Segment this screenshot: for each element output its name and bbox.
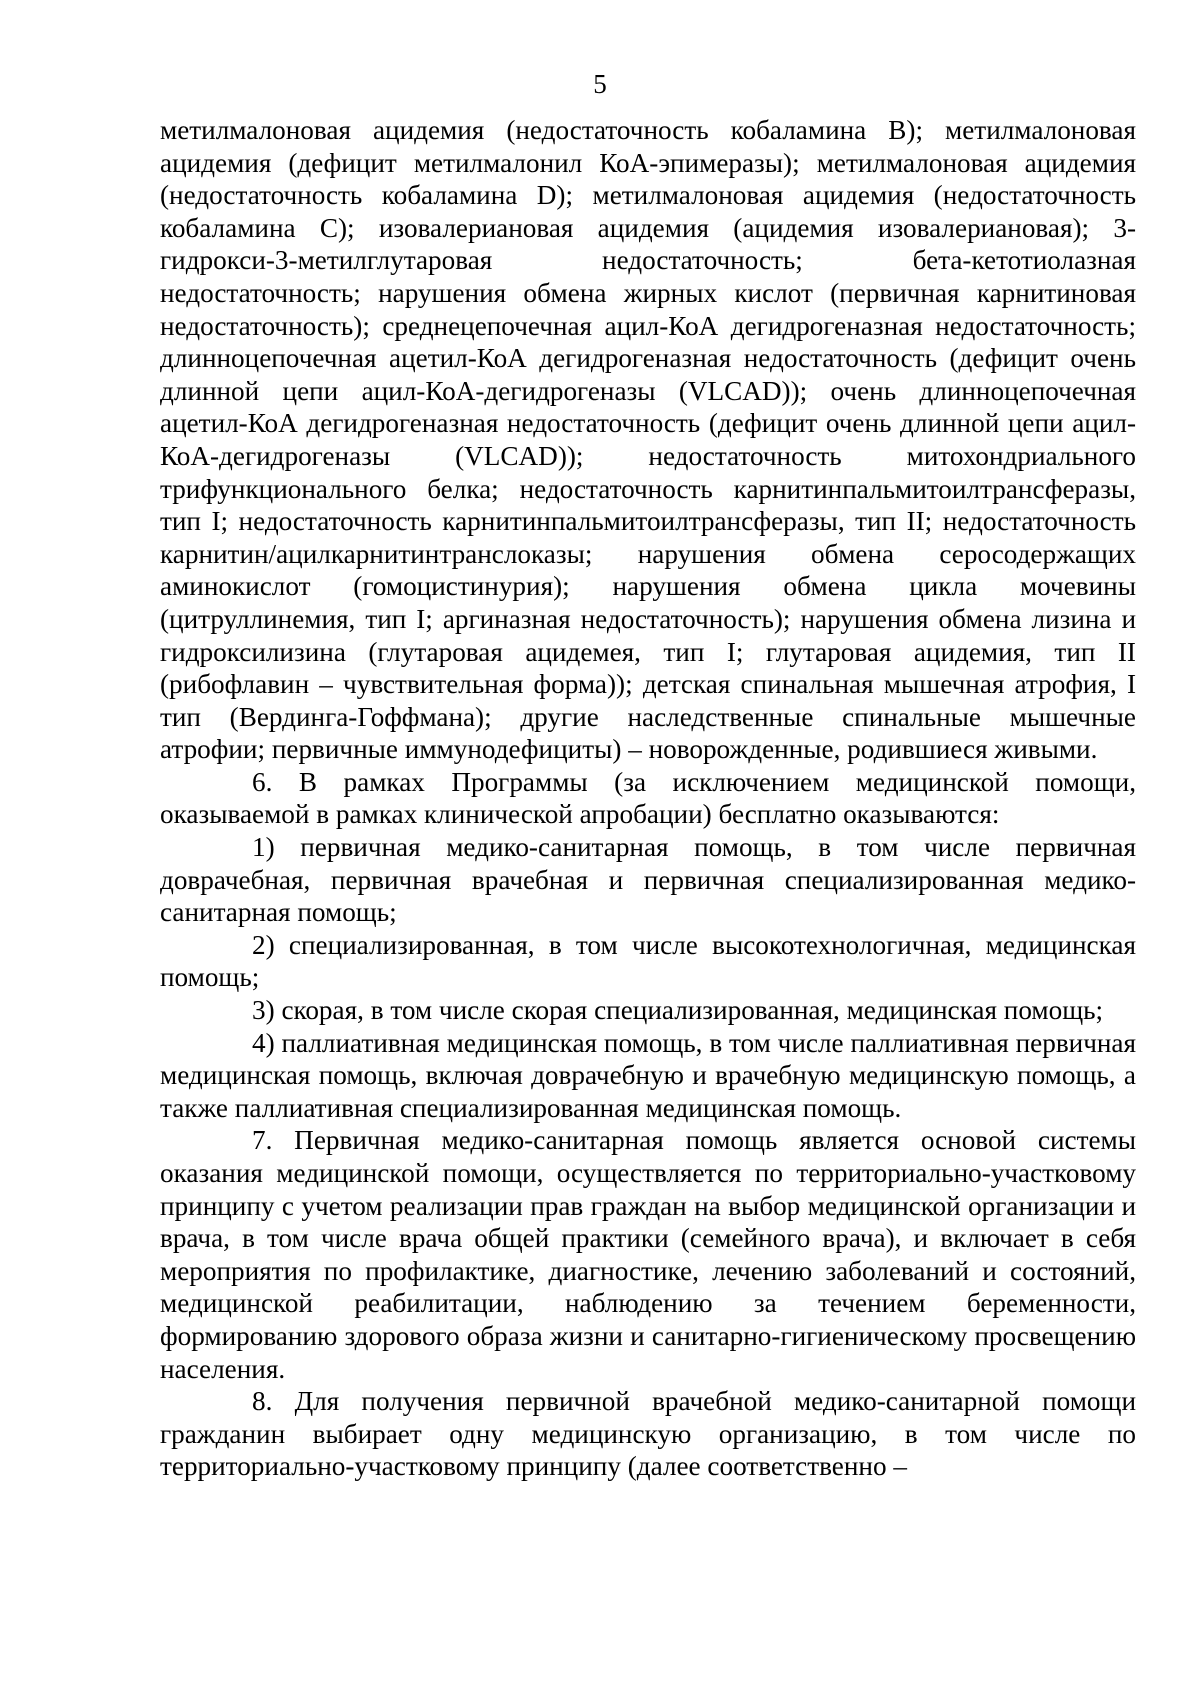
paragraph-8: 8. Для получения первичной врачебной медико-санитарной помощи гражданин выбирает одну медицинскую организацию, в том числе по территориально-участковому принципу (далее соответственно – <box>160 1386 1136 1482</box>
list-item-2: 2) специализированная, в том числе высокотехнологичная, медицинская помощь; <box>160 929 1136 993</box>
list-item-4: 4) паллиативная медицинская помощь, в том числе паллиативная первичная медицинская помощь, включая доврачебную и врачебную медицинскую помощь, а также паллиативная специализированная медицинская помощь. <box>160 1027 1136 1123</box>
list-item-3: 3) скорая, в том числе скорая специализированная, медицинская помощь; <box>252 995 1104 1026</box>
paragraph-6: 6. В рамках Программы (за исключением медицинской помощи, оказываемой в рамках клинической апробации) бесплатно оказываются: <box>160 766 1136 830</box>
document-body <box>160 114 1136 1483</box>
paragraph-7: 7. Первичная медико-санитарная помощь является основой системы оказания медицинской помощи, осуществляется по территориально-участковому принципу с учетом реализации прав граждан на выбор медицинской организации и врача, в том числе врача общей практики (семейного врача), и включает в себя мероприятия по профилактике, диагностике, лечению заболеваний и состояний, медицинской реабилитации, наблюдению за течением беременности, формированию здорового образа жизни и санитарно-гигиеническому просвещению населения. <box>160 1125 1136 1384</box>
page-number: 5 <box>593 69 607 99</box>
paragraph-disease-list: метилмалоновая ацидемия (недостаточность кобаламина В); метилмалоновая ацидемия (дефицит метилмалонил КоА-эпимеразы); метилмалоновая ацидемия (недостаточность кобаламина D); метилмалоновая ацидемия (недостаточность кобаламина С); изовалериановая ацидемия (ацидемия изовалериановая); 3-гидрокси-3-метилглутаровая недостаточность; бета-кетотиолазная недостаточность; нарушения обмена жирных кислот (первичная карнитиновая недостаточность); среднецепочечная ацил-КоА дегидрогеназная недостаточность; длинноцепочечная ацетил-КоА дегидрогеназная недостаточность (дефицит очень длинной цепи ацил-КоА-дегидрогеназы (VLCAD)); очень длинноцепочечная ацетил-КоА дегидрогеназная недостаточность (дефицит очень длинной цепи ацил-КоА-дегидрогеназы (VLCAD)); недостаточность митохондриального трифункционального белка; недостаточность карнитинпальмитоилтрансферазы, тип I; недостаточность карнитинпальмитоилтрансферазы, тип II; недостаточность карнитин/ацилкарнитинтранслоказы; нарушения обмена серосодержащих аминокислот (гомоцистинурия); нарушения обмена цикла мочевины (цитруллинемия, тип I; аргиназная недостаточность); нарушения обмена лизина и гидроксилизина (глутаровая ацидемея, тип I; глутаровая ацидемия, тип II (рибофлавин – чувствительная форма)); детская спинальная мышечная атрофия, I тип (Вердинга-Гоффмана); другие наследственные спинальные мышечные атрофии; первичные иммунодефициты) – новорожденные, родившиеся живыми. <box>160 115 1136 765</box>
list-item-1: 1) первичная медико-санитарная помощь, в том числе первичная доврачебная, первичная врачебная и первичная специализированная медико-санитарная помощь; <box>160 832 1136 928</box>
